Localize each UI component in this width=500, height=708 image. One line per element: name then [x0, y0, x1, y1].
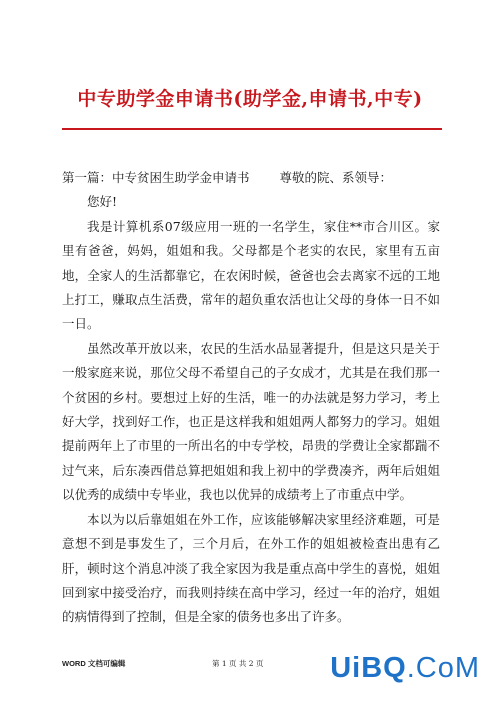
document-body — [62, 166, 440, 630]
paragraph-1: 我是计算机系07级应用一班的一名学生，家住**市合川区。家里有爸爸，妈妈，姐姐和我。父母都是个老实的农民，家里有五亩地，全家人的生活都靠它，在农闲时候，爸爸也会去离家不远的工地上打工，赚取点生活费，常年的超负重农活也让父母的身体一日不如一日。 — [62, 218, 440, 332]
paragraph-2: 虽然改革开放以来，农民的生活水品显著提升，但是这只是关于一般家庭来说，那位父母不希望自己的子女成才，尤其是在我们那一个贫困的乡村。要想过上好的生活，唯一的办法就是努力学习，考上好大学，找到好工作，也正是这样我和姐姐两人都努力的学习。姐姐提前两年上了市里的一所出名的中专学校，昂贵的学费让全家都踹不过气来，后东凑西借总算把姐姐和我上初中的学费凑齐，两年后姐姐以优秀的成绩中专毕业，我也以优异的成绩考上了市重点中学。 — [62, 340, 440, 503]
footer-editable-note: WORD 文档可编辑 — [62, 659, 126, 668]
watermark-text-b: .CoM — [406, 652, 480, 684]
title-divider — [62, 128, 442, 130]
greeting: 您好! — [87, 194, 118, 210]
document-title: 中专助学金申请书(助学金,申请书,中专) — [77, 88, 423, 110]
watermark-text-a: UiBQ — [330, 652, 407, 684]
section-title: 第一篇：中专贫困生助学金申请书 — [62, 170, 250, 185]
site-watermark — [330, 652, 480, 685]
paragraph-3: 本以为以后靠姐姐在外工作，应该能够解决家里经济难题，可是意想不到是事发生了，三个月后，在外工作的姐姐被检查出患有乙肝，顿时这个消息冲淡了我全家因为我是重点高中学生的喜悦，姐姐回到家中接受治疗，而我则持续在高中学习，经过一年的治疗，姐姐的病情得到了控制，但是全家的债务也多出了许多。 — [62, 511, 440, 625]
salutation: 尊敬的院、系领导： — [279, 170, 393, 185]
section-heading — [62, 166, 440, 190]
page-number: 第 1 页 共 2 页 — [212, 659, 264, 668]
